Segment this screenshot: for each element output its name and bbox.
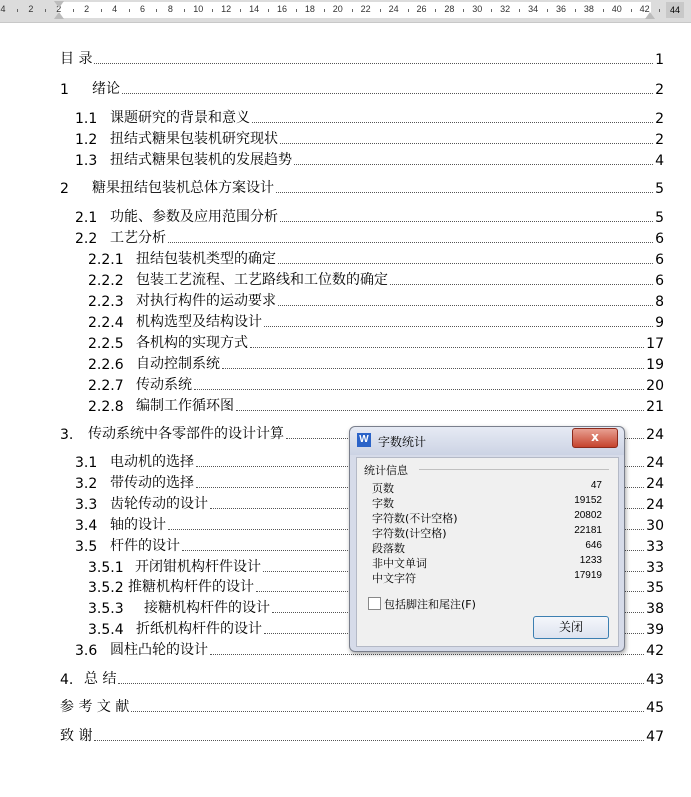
toc-number: 3.5.1 <box>88 560 124 576</box>
ruler-number: 32 <box>500 4 511 14</box>
toc-leader-dots <box>94 62 653 64</box>
stat-row <box>372 525 602 540</box>
toc-page-number: 2 <box>655 132 664 148</box>
toc-leader-dots <box>294 163 653 165</box>
toc-page-number: 2 <box>655 111 664 127</box>
toc-number: 目 录 <box>60 51 93 67</box>
toc-leader-dots <box>252 121 653 123</box>
toc-entry[interactable] <box>88 311 664 331</box>
stat-row <box>372 540 602 555</box>
toc-entry[interactable] <box>75 149 664 169</box>
toc-title: 总 结 <box>84 671 117 687</box>
ruler-end-number: 44 <box>666 2 684 18</box>
toc-title: 扭结式糖果包装机的发展趋势 <box>110 152 292 168</box>
toc-number: 3.6 <box>75 643 98 659</box>
toc-title: 各机构的实现方式 <box>136 335 248 351</box>
toc-title: 绪论 <box>92 81 120 97</box>
ruler-tick <box>659 9 660 12</box>
toc-title: 开闭钳机构杆件设计 <box>135 559 261 575</box>
toc-number: 3.3 <box>75 497 98 513</box>
toc-page-number: 38 <box>646 601 664 617</box>
toc-leader-dots <box>280 142 653 144</box>
ruler-tick <box>156 9 157 12</box>
ruler-tick <box>212 9 213 12</box>
dialog-body <box>356 457 619 647</box>
word-count-dialog <box>349 426 625 652</box>
stat-label: 字符数(计空格) <box>372 527 447 540</box>
toc-title: 课题研究的背景和意义 <box>110 110 250 126</box>
stat-row <box>372 570 602 585</box>
toc-number: 4. <box>60 672 74 688</box>
dialog-title: 字数统计 <box>378 435 427 449</box>
toc-leader-dots <box>210 653 644 655</box>
toc-number: 2.2.3 <box>88 294 124 310</box>
toc-page-number: 2 <box>655 82 664 98</box>
ruler-tick <box>352 9 353 12</box>
ruler-tick <box>408 9 409 12</box>
stat-value: 19152 <box>574 495 602 506</box>
ruler-number: 12 <box>221 4 232 14</box>
toc-number: 3.5.2 <box>88 580 124 596</box>
toc-entry[interactable] <box>60 696 664 716</box>
toc-number: 1.2 <box>75 132 98 148</box>
toc-title: 功能、参数及应用范围分析 <box>110 209 278 225</box>
right-indent-marker[interactable] <box>645 12 655 19</box>
ruler-number: 6 <box>139 4 146 14</box>
toc-title: 轴的设计 <box>110 517 166 533</box>
toc-number: 参 考 文 献 <box>60 699 130 715</box>
toc-title: 齿轮传动的设计 <box>110 496 208 512</box>
toc-number: 3.5 <box>75 539 98 555</box>
stat-row <box>372 480 602 495</box>
toc-page-number: 30 <box>646 518 664 534</box>
toc-leader-dots <box>278 262 653 264</box>
ruler-number: 36 <box>555 4 567 14</box>
stat-value: 17919 <box>574 570 602 581</box>
toc-number: 2.2.7 <box>88 378 124 394</box>
toc-title: 带传动的选择 <box>110 475 194 491</box>
toc-page-number: 33 <box>646 560 664 576</box>
toc-title: 传动系统中各零部件的设计计算 <box>88 426 284 442</box>
toc-leader-dots <box>236 409 644 411</box>
toc-page-number: 1 <box>655 52 664 68</box>
toc-number: 3.2 <box>75 476 98 492</box>
toc-entry[interactable] <box>88 290 664 310</box>
include-footnotes-label[interactable]: 包括脚注和尾注(F) <box>384 598 476 611</box>
ruler-tick <box>547 9 548 12</box>
toc-title: 对执行构件的运动要求 <box>136 293 276 309</box>
ruler-tick <box>491 9 492 12</box>
stat-row <box>372 510 602 525</box>
toc-title: 工艺分析 <box>110 230 166 246</box>
toc-leader-dots <box>276 191 653 193</box>
first-line-indent-marker[interactable] <box>54 1 64 8</box>
toc-number: 3. <box>60 427 74 443</box>
toc-page-number: 17 <box>646 336 664 352</box>
stat-label: 页数 <box>372 482 394 495</box>
ruler-number: 26 <box>416 4 427 14</box>
toc-leader-dots <box>118 682 644 684</box>
toc-entry[interactable] <box>75 107 664 127</box>
toc-title: 电动机的选择 <box>110 454 194 470</box>
ruler-tick <box>17 9 18 12</box>
toc-entry[interactable] <box>60 668 664 688</box>
toc-page-number: 20 <box>646 378 664 394</box>
ruler-tick <box>463 9 464 12</box>
stat-label: 字数 <box>372 497 394 510</box>
toc-title: 编制工作循环图 <box>136 398 234 414</box>
toc-page-number: 24 <box>646 427 664 443</box>
ruler-tick <box>435 9 436 12</box>
toc-number: 1 <box>60 82 69 98</box>
toc-number: 1.1 <box>75 111 98 127</box>
toc-page-number: 6 <box>655 273 664 289</box>
left-indent-marker[interactable] <box>54 12 64 19</box>
toc-entry[interactable] <box>60 48 664 68</box>
toc-number: 2.2.8 <box>88 399 124 415</box>
ruler-number: 24 <box>388 4 399 14</box>
toc-leader-dots <box>168 241 653 243</box>
stat-row <box>372 495 602 510</box>
toc-title: 推糖机构杆件的设计 <box>128 579 254 595</box>
toc-page-number: 19 <box>646 357 664 373</box>
stat-row <box>372 555 602 570</box>
toc-entry[interactable] <box>60 725 664 745</box>
toc-entry[interactable] <box>88 395 664 415</box>
close-dialog-button[interactable]: 关闭 <box>533 616 609 639</box>
toc-page-number: 47 <box>646 729 664 745</box>
stat-value: 646 <box>585 540 602 551</box>
toc-leader-dots <box>194 388 644 390</box>
toc-page-number: 6 <box>655 231 664 247</box>
toc-page-number: 8 <box>655 294 664 310</box>
toc-number: 3.1 <box>75 455 98 471</box>
toc-entry[interactable] <box>75 206 664 226</box>
ruler-number: 4 <box>0 4 6 14</box>
ruler-tick <box>45 9 46 12</box>
toc-page-number: 35 <box>646 580 664 596</box>
toc-title: 圆柱凸轮的设计 <box>110 642 208 658</box>
toc-title: 机构选型及结构设计 <box>136 314 262 330</box>
stat-value: 47 <box>590 480 602 491</box>
ruler-number: 40 <box>611 4 622 14</box>
ruler-tick <box>184 9 185 12</box>
toc-leader-dots <box>264 325 653 327</box>
ruler-tick <box>268 9 269 12</box>
stat-label: 中文字符 <box>372 572 416 585</box>
ruler-number: 28 <box>444 4 455 14</box>
toc-title: 糖果扭结包装机总体方案设计 <box>92 180 274 196</box>
toc-number: 3.5.4 <box>88 622 124 638</box>
toc-page-number: 24 <box>646 476 664 492</box>
stat-value: 20802 <box>574 510 602 521</box>
ruler-number: 2 <box>56 4 62 14</box>
toc-page-number: 24 <box>646 455 664 471</box>
include-footnotes-checkbox[interactable] <box>368 597 381 610</box>
ruler-number: 2 <box>84 4 90 14</box>
toc-title: 包装工艺流程、工艺路线和工位数的确定 <box>136 272 388 288</box>
ruler-number: 10 <box>193 4 204 14</box>
toc-entry[interactable] <box>88 248 664 268</box>
statistics-group-label: 统计信息 <box>364 464 408 477</box>
toc-entry[interactable] <box>60 78 664 98</box>
ruler-tick <box>603 9 604 12</box>
ruler-tick <box>519 9 520 12</box>
ruler-number: 8 <box>167 4 173 14</box>
stat-value: 1233 <box>579 555 602 566</box>
stat-label: 字符数(不计空格) <box>372 512 458 525</box>
toc-number: 2.1 <box>75 210 98 226</box>
wps-writer-icon: W <box>357 433 371 447</box>
toc-entry[interactable] <box>88 269 664 289</box>
toc-entry[interactable] <box>88 353 664 373</box>
toc-title: 传动系统 <box>136 377 192 393</box>
ruler-tick <box>380 9 381 12</box>
toc-number: 2.2.5 <box>88 336 124 352</box>
toc-leader-dots <box>278 304 653 306</box>
ruler-number: 42 <box>639 4 650 14</box>
toc-number: 致 谢 <box>60 728 93 744</box>
group-divider <box>419 469 609 470</box>
toc-page-number: 33 <box>646 539 664 555</box>
toc-title: 接糖机构杆件的设计 <box>144 600 270 616</box>
toc-page-number: 5 <box>655 181 664 197</box>
toc-number: 2.2.2 <box>88 273 124 289</box>
ruler-number: 30 <box>472 4 483 14</box>
toc-number: 1.3 <box>75 153 98 169</box>
toc-leader-dots <box>222 367 644 369</box>
toc-page-number: 9 <box>655 315 664 331</box>
stat-label: 非中文单词 <box>372 557 427 570</box>
toc-page-number: 6 <box>655 252 664 268</box>
toc-entry[interactable] <box>60 177 664 197</box>
ruler-tick <box>129 9 130 12</box>
ruler[interactable] <box>0 0 691 23</box>
ruler-number: 4 <box>112 4 118 14</box>
toc-number: 3.4 <box>75 518 98 534</box>
toc-leader-dots <box>250 346 644 348</box>
toc-page-number: 4 <box>655 153 664 169</box>
ruler-number: 38 <box>583 4 594 14</box>
ruler-tick <box>101 9 102 12</box>
toc-leader-dots <box>390 283 653 285</box>
stat-label: 段落数 <box>372 542 405 555</box>
toc-number: 2.2 <box>75 231 98 247</box>
close-icon: x <box>591 430 599 444</box>
ruler-tick <box>631 9 632 12</box>
ruler-tick <box>575 9 576 12</box>
toc-leader-dots <box>122 92 653 94</box>
toc-leader-dots <box>280 220 653 222</box>
toc-title: 扭结包装机类型的确定 <box>136 251 276 267</box>
toc-number: 2.2.6 <box>88 357 124 373</box>
ruler-number: 18 <box>304 4 315 14</box>
ruler-number: 20 <box>332 4 343 14</box>
toc-title: 折纸机构杆件的设计 <box>136 621 262 637</box>
ruler-tick <box>296 9 297 12</box>
toc-title: 自动控制系统 <box>136 356 220 372</box>
ruler-number: 16 <box>276 4 288 14</box>
toc-number: 2.2.4 <box>88 315 124 331</box>
toc-leader-dots <box>94 739 644 741</box>
toc-entry[interactable] <box>88 374 664 394</box>
toc-entry[interactable] <box>75 128 664 148</box>
toc-number: 2.2.1 <box>88 252 124 268</box>
toc-leader-dots <box>131 710 644 712</box>
ruler-number: 2 <box>28 4 34 14</box>
ruler-tick <box>73 9 74 12</box>
toc-title: 扭结式糖果包装机研究现状 <box>110 131 278 147</box>
toc-page-number: 5 <box>655 210 664 226</box>
toc-page-number: 39 <box>646 622 664 638</box>
close-button[interactable] <box>572 428 618 448</box>
ruler-tick <box>324 9 325 12</box>
toc-number: 2 <box>60 181 69 197</box>
ruler-tick <box>240 9 241 12</box>
toc-page-number: 45 <box>646 700 664 716</box>
toc-title: 杆件的设计 <box>110 538 180 554</box>
toc-entry[interactable] <box>75 227 664 247</box>
ruler-number: 22 <box>360 4 371 14</box>
toc-page-number: 21 <box>646 399 664 415</box>
toc-page-number: 43 <box>646 672 664 688</box>
stat-value: 22181 <box>574 525 602 536</box>
ruler-number: 34 <box>528 4 539 14</box>
toc-page-number: 24 <box>646 497 664 513</box>
toc-number: 3.5.3 <box>88 601 124 617</box>
toc-page-number: 42 <box>646 643 664 659</box>
dialog-titlebar[interactable] <box>350 427 624 455</box>
ruler-number: 14 <box>249 4 260 14</box>
toc-entry[interactable] <box>88 332 664 352</box>
